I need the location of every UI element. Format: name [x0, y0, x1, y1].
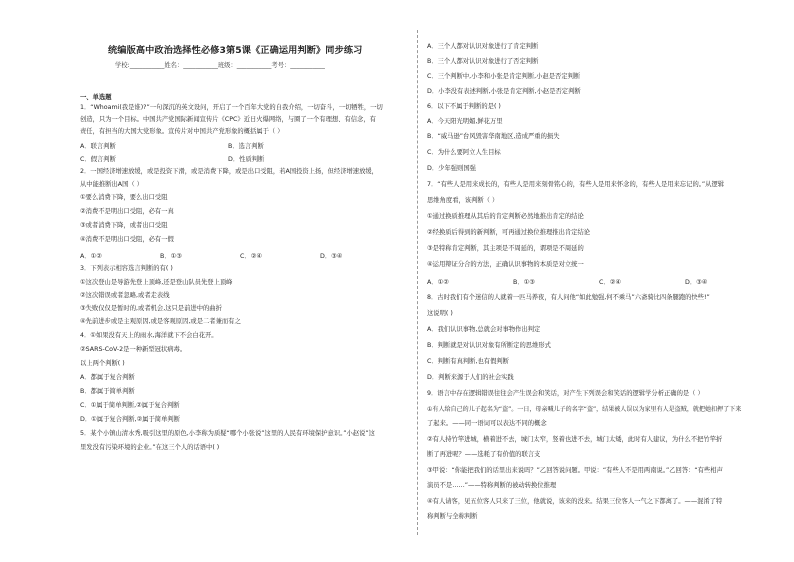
q6-option-c: C．为什么要阿立人生目标	[427, 149, 501, 156]
q5-option-c: C．三个判断中,小李和小张是肯定判断,小赵是否定判断	[427, 73, 581, 80]
student-info-line: 学校:___________姓名：___________班级：___________考号：___________	[115, 62, 325, 69]
q2-option-d: D．③④	[320, 253, 343, 260]
q8-option-b: B．判断就是对认识对象有所断定的思维形式	[427, 342, 551, 349]
q3-item-3: ③失败仅仅是暂时的,或者机会,这只是前进中的曲折	[80, 305, 222, 312]
q7-item-2: ②经换质后得到的新判断，可再通过换位推理推出肯定结论	[427, 229, 591, 236]
q9-line-1: 9．语言中存在逻辑错误往往会产生误会和笑话，对产生下列误会和笑话的逻辑学分析正确的是（ ）	[427, 390, 704, 397]
q2-item-4: ④消费不是明出口受阻，必有一假	[80, 236, 174, 243]
q8-option-d: D．判断来源于人们的社会实践	[427, 374, 514, 381]
q9-item-2-line-1: ②有人持竹竿进城，横着进不去，城门太窄，竖着也进不去，城门太矮，此时有人建议，为什么不把竹竿折	[427, 436, 723, 443]
q3-line-1: 3．下列表示相容选言判断的有( )	[80, 265, 173, 272]
q6-line-1: 6．以下不属于判断的是( )	[427, 103, 501, 110]
q7-item-4: ④运用辩证分合的方法，正确认识事物的本质是对立统一	[427, 261, 584, 268]
q2-item-2: ②消费不是明出口受阻，必有一真	[80, 208, 174, 215]
q4-option-b: B．都属于简单判断	[80, 388, 135, 395]
q9-item-1-line-2: 了起来。——同一语词可以表达不同的概念	[427, 420, 547, 427]
q2-line-2: 从中能推断出A国（ ）	[80, 181, 143, 188]
page-title: 统编版高中政治选择性必修3第5课《正确运用判断》同步练习	[108, 45, 363, 56]
q7-option-d: D．③④	[685, 279, 708, 286]
q1-line-2: 创造，只为一个目标。中国共产党国际新闻宣传片《CPC》近日火爆网络，与圈了一个有理想、有信念，有	[80, 116, 376, 123]
q1-line-3: 责任，有担当的大国大党形象。宣传片对中国共产党形象的概括属于（ ）	[80, 128, 284, 135]
q3-item-1: ①这次登山是导游先登上顶峰,还是登山队员先登上顶峰	[80, 279, 233, 286]
q9-item-2-line-2: 断了再进呢？——选耗了有价值的联言支	[427, 451, 541, 458]
q9-item-4-line-1: ④有人请客，见五位客人只来了三位，他就说，该来的没来。结果三位客人一气之下都离了。——混淆了特	[427, 498, 723, 505]
q1-option-c: C．假言判断	[80, 156, 116, 163]
q1-option-d: D．性质判断	[228, 156, 265, 163]
q8-line-2: 这说明( )	[427, 310, 453, 317]
q1-option-b: B．选言判断	[228, 143, 264, 150]
q8-line-1: 8．古时我们有个迷信的人就着一匹马养夜，有人问他“如此勉强,何不乘马”六斋骑比四条腿跑的快些!”	[427, 294, 710, 301]
q2-line-1: 2．一国经济增速放缓，或是投资下滑，或是消费下降，或是出口受阻，若A国投资上扬，但经济增速放缓，	[80, 168, 378, 175]
q9-item-3-line-2: 演员不是……”——特称判断的被动转换位推理	[427, 482, 557, 489]
q7-line-1: 7．“有些人是用来成长的，有些人是用来刻骨铭心的，有些人是用来怀念的，有些人是用来忘记的。”从逻辑	[427, 181, 725, 188]
column-divider	[417, 30, 418, 535]
q5-option-a: A．三个人都对认识对象进行了肯定判断	[427, 43, 539, 50]
q9-item-3-line-1: ③甲说：“你能把我们的话里出来说吗？”乙回答说问题。甲说：“有些人不是用两南说。”乙回答：“有些相声	[427, 467, 723, 474]
q2-option-a: A．①②	[80, 253, 102, 260]
q7-option-b: B．①③	[513, 279, 535, 286]
q4-line-2: ②SARS-CoV-2是一种新型冠状病毒。	[80, 346, 187, 353]
section-heading: 一、单选题	[80, 94, 112, 101]
q1-option-a: A．联言判断	[80, 143, 116, 150]
q1-line-1: 1．“Whoami(我是谁)?”一句深沉的英文设问，开启了一个百年大党的自我介绍，一切奋斗，一切牺牲，一切	[80, 104, 383, 111]
q6-option-b: B．“威马逊”台风毁害华南地区,造成严重的损失	[427, 133, 560, 140]
q7-item-3: ③是特称肯定判断，其主项是不周延的，谓项是不周延的	[427, 245, 584, 252]
q7-option-c: C．②④	[599, 279, 621, 286]
q7-item-1: ①通过换质推理从其后的肯定判断必然地推出肯定的结论	[427, 213, 584, 220]
q4-option-d: D．①属于复合判断,②属于简单判断	[80, 416, 180, 423]
q6-option-a: A．今天阳光明媚,鲜花万里	[427, 118, 503, 125]
q2-item-1: ①要么消费下降，要么出口受阻	[80, 194, 168, 201]
q5-line-1: 5．某个小镇山清水秀,吸引这里的原色,小李称为质疑“哪个小张说”这里的人民有环境保护意识。”小赵说”这	[80, 430, 375, 437]
q8-option-c: C．判断有真判断,也有假判断	[427, 358, 509, 365]
q2-option-b: B．①③	[160, 253, 182, 260]
q4-option-c: C．①属于简单判断,②属于复合判断	[80, 402, 180, 409]
q5-option-b: B．三个人都对认识对象进行了否定判断	[427, 58, 539, 65]
q2-item-3: ③或者消费下降，或者出口受阻	[80, 222, 168, 229]
q2-option-c: C．②④	[240, 253, 262, 260]
q6-option-d: D．少年强则国强	[427, 165, 476, 172]
q5-option-d: D．小李没有表述判断,小张是肯定判断,小赵是否定判断	[427, 88, 581, 95]
q5-line-2: 里发没有污染环境的企业。”在这三个人的话语中( )	[80, 444, 220, 451]
q4-line-1: 4．①如果没有天上的雨水,海洋就下不会白花开。	[80, 332, 218, 339]
q9-item-1-line-1: ①有人给自己的儿子起名为“盗”。一日，母亲喊儿子的名字“盗”，结果被人误以为家里有人是盗贼，就把她扣押了下来	[427, 406, 742, 413]
q4-option-a: A．都属于复合判断	[80, 374, 135, 381]
q7-line-2: 思维角度看，该判断（ ）	[427, 197, 499, 204]
q7-option-a: A．①②	[427, 279, 449, 286]
q3-item-2: ②这次错误或者忽略,或者走表线	[80, 292, 170, 299]
q8-option-a: A．我们认识事物,总就会对事物作出判定	[427, 326, 541, 333]
q9-item-4-line-2: 称判断与全称判断	[427, 513, 478, 520]
q3-item-4: ④先前进步或是主观原因,或是客观原因,或是二者兼而有之	[80, 318, 241, 325]
q4-line-3: 以上两个判断( )	[80, 360, 125, 367]
